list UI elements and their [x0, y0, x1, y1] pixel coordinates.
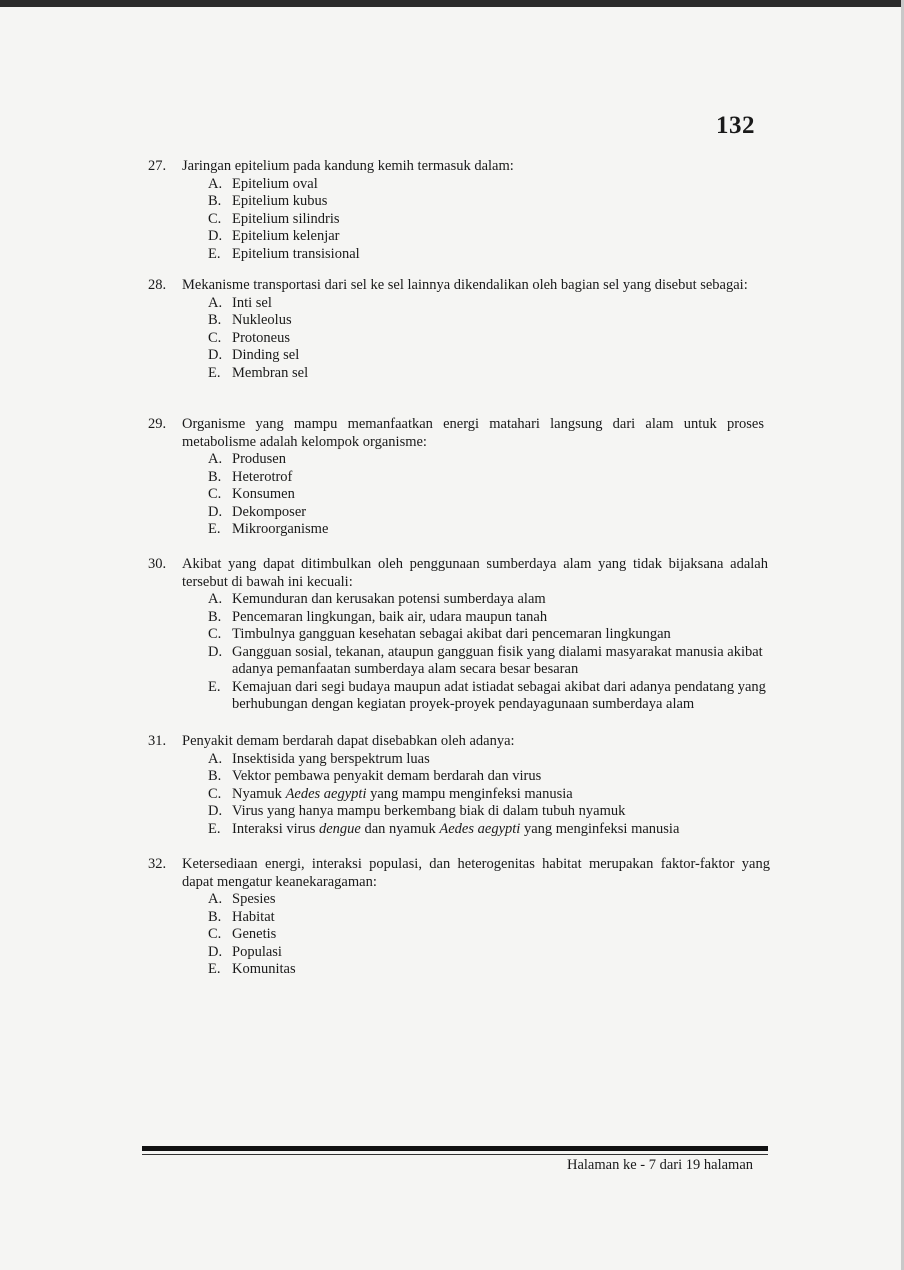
option-a: A. Produsen: [208, 451, 286, 467]
question-text: Organisme yang mampu memanfaatkan energi matahari langsung dari alam untuk proses metabolisme adalah kelompok organisme:: [182, 416, 764, 450]
option-d: D. Virus yang hanya mampu berkembang biak di dalam tubuh nyamuk: [208, 803, 626, 819]
option-list: [148, 591, 768, 714]
option-b: B. Pencemaran lingkungan, baik air, udara maupun tanah: [208, 608, 548, 625]
option-d: D. Gangguan sosial, tekanan, ataupun gangguan fisik yang dialami masyarakat manusia akibat adanya pemanfaatan sumberdaya alam secara besar besaran: [208, 643, 763, 677]
option-d: D. Dekomposer: [208, 503, 307, 520]
option-d: D. Epitelium kelenjar: [208, 228, 340, 244]
question-28: [148, 277, 764, 382]
option-e: E. Interaksi virus dengue dan nyamuk Aedes aegypti yang menginfeksi manusia: [208, 820, 680, 837]
option-a: A. Spesies: [208, 891, 276, 907]
option-b: B. Habitat: [208, 908, 275, 925]
option-a: A. Epitelium oval: [208, 175, 318, 192]
option-a: A. Insektisida yang berspektrum luas: [208, 750, 430, 767]
question-number: 27.: [148, 158, 167, 174]
option-d: D. Dinding sel: [208, 347, 300, 363]
option-c: C. Nyamuk Aedes aegypti yang mampu menginfeksi manusia: [208, 785, 573, 802]
option-list: [148, 176, 758, 264]
question-number: 28.: [148, 277, 167, 293]
option-c: C. Konsumen: [208, 486, 295, 502]
question-text: Jaringan epitelium pada kandung kemih termasuk dalam:: [182, 158, 514, 174]
option-b: B. Epitelium kubus: [208, 193, 328, 209]
question-30: [148, 556, 768, 714]
option-d: D. Populasi: [208, 943, 282, 960]
question-31: [148, 733, 768, 838]
option-list: [148, 891, 770, 979]
question-number: 31.: [148, 733, 167, 749]
page-footer: Halaman ke - 7 dari 19 halaman: [567, 1157, 754, 1173]
question-number: 29.: [148, 416, 167, 432]
page-number: 132: [716, 112, 755, 139]
scan-top-edge: [0, 0, 904, 7]
option-c: C. Genetis: [208, 926, 277, 942]
option-c: C. Epitelium silindris: [208, 210, 340, 227]
option-list: [148, 295, 764, 383]
question-text: Mekanisme transportasi dari sel ke sel lainnya dikendalikan oleh bagian sel yang disebut sebagai:: [182, 277, 748, 293]
question-27: [148, 158, 758, 263]
question-32: [148, 856, 770, 979]
question-29: [148, 416, 764, 539]
option-list: [148, 751, 768, 839]
option-e: E. Mikroorganisme: [208, 521, 329, 537]
option-a: A. Kemunduran dan kerusakan potensi sumberdaya alam: [208, 591, 546, 607]
question-number: 30.: [148, 556, 167, 572]
question-text: Penyakit demam berdarah dapat disebabkan oleh adanya:: [182, 733, 515, 749]
option-e: E. Membran sel: [208, 364, 309, 381]
option-e: E. Epitelium transisional: [208, 245, 360, 262]
option-c: C. Protoneus: [208, 329, 290, 346]
option-b: B. Vektor pembawa penyakit demam berdarah dan virus: [208, 768, 542, 784]
option-b: B. Nukleolus: [208, 312, 292, 328]
option-list: [148, 451, 764, 539]
option-e: E. Kemajuan dari segi budaya maupun adat istiadat sebagai akibat dari adanya pendatang yang berhubungan dengan kegiatan proyek-proyek pendayagunaan sumberdaya alam: [208, 678, 766, 712]
question-number: 32.: [148, 856, 167, 872]
option-e: E. Komunitas: [208, 961, 296, 977]
option-a: A. Inti sel: [208, 294, 272, 311]
option-b: B. Heterotrof: [208, 468, 293, 485]
option-c: C. Timbulnya gangguan kesehatan sebagai akibat dari pencemaran lingkungan: [208, 626, 671, 642]
footer-divider-thin: [142, 1154, 768, 1155]
question-text: Ketersediaan energi, interaksi populasi, dan heterogenitas habitat merupakan faktor-faktor yang dapat mengatur keanekaragaman:: [182, 856, 770, 890]
question-text: Akibat yang dapat ditimbulkan oleh penggunaan sumberdaya alam yang tidak bijaksana adalah tersebut di bawah ini kecuali:: [182, 556, 768, 590]
footer-divider-thick: [142, 1146, 768, 1151]
